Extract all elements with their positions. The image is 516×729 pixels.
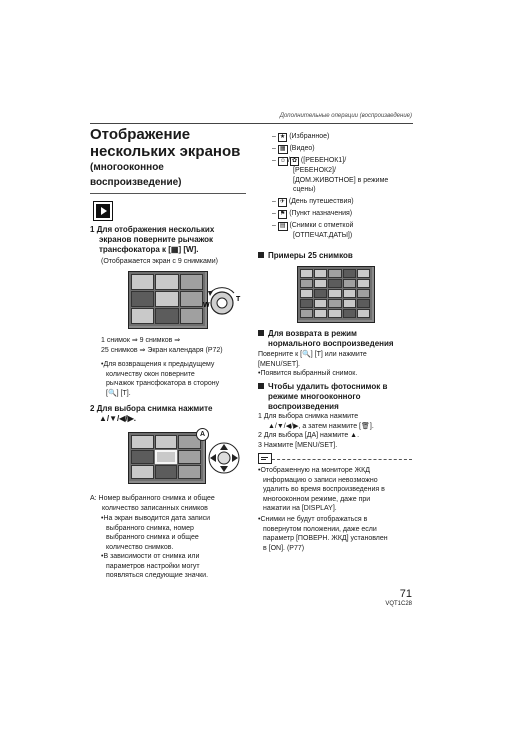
thumbnail: [357, 299, 370, 308]
step-1-line: [90, 225, 250, 235]
delete-step-1: 1 Для выбора снимка нажмите: [258, 413, 359, 420]
step-2-number: 2: [90, 404, 95, 413]
delete-step-2: 2 Для выбора [ДА] нажмите ▲.: [258, 432, 360, 439]
film-icon: ▦: [279, 146, 286, 152]
bullet-line-1: •Для возвращения к предыдущему: [101, 361, 215, 368]
callout-a: A: [196, 428, 209, 441]
thumbnail: [155, 274, 178, 290]
step-1-bullet: [101, 360, 251, 398]
thumbnail: [328, 279, 341, 288]
camera-lcd-illustration: [128, 271, 208, 329]
play-mode-icon: [94, 202, 112, 220]
thumbnail: [155, 435, 178, 449]
note-line: повернутом положении, даже если: [263, 525, 377, 533]
section-marker: [258, 383, 264, 389]
bullet-line: параметров настройки могут: [106, 562, 200, 570]
thumbnail: [131, 308, 154, 324]
star-icon: ★: [279, 134, 286, 140]
note-line: нажатии на [DISPLAY].: [263, 505, 337, 512]
thumbnail: [155, 291, 178, 307]
thumbnail: [343, 299, 356, 308]
bullet-line: количество снимков.: [106, 543, 174, 551]
section-marker: [258, 252, 264, 258]
subtitle-line-2: воспроизведение): [90, 177, 182, 188]
delete-title-3: воспроизведения: [268, 402, 339, 411]
lever-t-label: T: [236, 296, 241, 303]
icon-list-item: – ☺ ✿ ([РЕБЕНОК1]/: [272, 157, 347, 164]
note-icon: [258, 453, 272, 464]
page-number: 71: [399, 588, 412, 600]
thumbnail: [131, 291, 154, 307]
note-line: в [ON]. (P77): [263, 544, 305, 552]
icon-list-item: – ✈ (День путешествия): [272, 197, 354, 205]
destination-icon: ⚑: [279, 210, 286, 217]
baby-icon: ☺: [279, 158, 286, 164]
bullet-line: выбранного снимка, номер: [106, 524, 194, 532]
title-line-2: нескольких экранов: [90, 143, 241, 160]
camera-lcd-step2: [128, 432, 206, 484]
bullet-line: выбранного снимка и общее: [106, 534, 199, 541]
note-line: •Отображенную на мониторе ЖКД: [258, 467, 370, 474]
icon-list-item: – ★ (Избранное): [272, 133, 330, 140]
step-1-number: 1: [90, 225, 95, 234]
delete-section-heading: [258, 382, 418, 412]
note-line: многооконном режиме, даже при: [263, 495, 371, 503]
thumbnail: [131, 435, 154, 449]
thumbnail: [300, 289, 313, 298]
bullet-line: появляться следующие значки.: [106, 572, 209, 579]
thumbnail: [314, 269, 327, 278]
delete-step-3: 3 Нажмите [MENU/SET].: [258, 441, 338, 449]
icon-list-item: – ▤ (Снимки с отметкой: [272, 221, 354, 229]
thumbnail: [131, 274, 154, 290]
step-2-text-2: ▲/▼/◀/▶.: [99, 414, 137, 423]
progression-line-1: 1 снимок ⇒ 9 снимков ⇒: [101, 337, 181, 344]
bullet-line-3: рычажок трансфокатора в сторону: [106, 380, 220, 387]
step-1-heading: [90, 225, 250, 255]
progression-line-2: 25 снимков ⇒ Экран календаря (P72): [101, 346, 223, 354]
date-stamp-icon: ▤: [279, 222, 286, 229]
bullet-line: •На экран выводится дата записи: [101, 515, 211, 522]
title-rule: [90, 193, 246, 194]
note-divider: [272, 459, 412, 460]
return-title-1: Для возврата в режим: [258, 329, 418, 339]
bullet-line-2: количеству окон поверните: [106, 370, 195, 378]
thumbnail: [328, 309, 341, 318]
icon-list: [272, 132, 417, 240]
step-2-heading: [90, 404, 250, 424]
thumbnail: [314, 299, 327, 308]
icon-label-cont: [ДОМ.ЖИВОТНОЕ] в режиме: [293, 176, 389, 184]
note-line: удалить во время воспроизведения в: [263, 486, 385, 493]
thumbnail: [343, 309, 356, 318]
thumbnail: [328, 269, 341, 278]
callout-a-note: [90, 494, 250, 513]
return-title-2: нормального воспроизведения: [268, 339, 394, 348]
a-note-line-1: A: Номер выбранного снимка и общее: [90, 495, 215, 502]
page-code: VQT1C28: [385, 601, 412, 607]
thumbnail: [314, 279, 327, 288]
return-section-heading: [258, 329, 418, 349]
icon-list-item: – ⚑ (Пункт назначения): [272, 209, 353, 217]
zoom-lever-icon: [200, 285, 244, 321]
examples-title: Примеры 25 снимков: [268, 251, 353, 260]
step-1-text-2: экранов поверните рычажок: [99, 235, 213, 244]
title-line-1: Отображение: [90, 126, 191, 143]
bullet-line-4: [🔍] [T].: [106, 389, 131, 397]
thumbnail: [357, 279, 370, 288]
examples-heading: [258, 251, 353, 261]
thumbnail: [343, 279, 356, 288]
section-marker: [258, 330, 264, 336]
thumbnail: [300, 279, 313, 288]
icon-label-cont: сцены): [293, 186, 316, 193]
thumbnail: [178, 450, 201, 464]
step-1-text-1: Для отображения нескольких: [96, 225, 215, 234]
return-line-1: Поверните к [🔍] [T] или нажмите: [258, 351, 367, 358]
thumbnail: [300, 309, 313, 318]
selected-thumbnail: [155, 450, 178, 464]
note-1: [258, 466, 418, 514]
thumbnail: [178, 465, 201, 479]
return-line-3: •Появится выбранный снимок.: [258, 370, 358, 377]
icon-label: ([РЕБЕНОК1]/: [300, 157, 347, 164]
icon-label: (Пункт назначения): [289, 209, 353, 217]
thumbnail: [155, 308, 178, 324]
lever-w-label: W: [203, 302, 210, 309]
thumbnail: [343, 269, 356, 278]
bullet-line: •В зависимости от снимка или: [101, 553, 200, 560]
icon-list-item: – ▦ (Видео): [272, 145, 315, 152]
icon-label: (Видео): [289, 145, 315, 152]
a-note-line-2: количество записанных снимков: [102, 504, 208, 512]
note-line: информацию о записи невозможно: [263, 476, 378, 484]
delete-title-2: режиме многооконного: [268, 392, 361, 401]
example-25-illustration: [297, 266, 375, 323]
icon-label: (Избранное): [289, 133, 330, 140]
step-2-text-1: Для выбора снимка нажмите: [96, 404, 213, 413]
thumbnail: [357, 269, 370, 278]
icon-label-cont: [ОТПЕЧАТ.ДАТЫ]): [293, 231, 353, 239]
thumbnail: [155, 465, 178, 479]
nine-thumbnail-grid-2: [129, 433, 203, 481]
page-title: [90, 126, 240, 160]
note-2: [258, 515, 418, 553]
thumbnail: [314, 289, 327, 298]
running-header: Дополнительные операции (воспроизведение): [279, 113, 412, 119]
delete-steps: [258, 412, 418, 450]
step-2-bullet-2: [101, 552, 251, 581]
note-line: •Снимки не будут отображаться в: [258, 516, 368, 523]
nine-thumbnail-grid: [129, 272, 205, 326]
pet-icon: ✿: [291, 158, 297, 164]
thumbnail: [357, 309, 370, 318]
travel-date-icon: ✈: [279, 198, 285, 205]
thumbnail: [328, 299, 341, 308]
thumbnail: [343, 289, 356, 298]
step-2-bullet-1: [101, 514, 251, 552]
cursor-buttons-icon: [206, 440, 242, 476]
icon-label: (День путешествия): [288, 197, 354, 205]
subtitle-line-1: (многооконное: [90, 162, 164, 173]
step-2-line: [90, 404, 250, 414]
thumbnail: [328, 289, 341, 298]
icon-label-cont: [РЕБЕНОК2]/: [293, 167, 336, 174]
step-1-progression: [101, 336, 223, 355]
header-rule: [90, 123, 413, 124]
page-subtitle: [90, 160, 240, 190]
note-line: параметр [ПОВЕРН. ЖКД] установлен: [263, 535, 388, 542]
icon-label: (Снимки с отметкой: [289, 221, 354, 229]
twenty-five-thumbnail-grid: [298, 267, 372, 320]
thumbnail: [357, 289, 370, 298]
thumbnail: [131, 465, 154, 479]
step-1-text-3: трансфокатора к [▦] [W].: [99, 245, 199, 254]
delete-title-1: Чтобы удалить фотоснимок в: [258, 382, 418, 392]
thumbnail: [314, 309, 327, 318]
return-line-2: [MENU/SET].: [258, 360, 301, 368]
thumbnail: [300, 299, 313, 308]
thumbnail: [131, 450, 154, 464]
return-section-text: [258, 350, 418, 379]
thumbnail: [300, 269, 313, 278]
delete-step-1-cont: ▲/▼/◀/▶, а затем нажмите [🗑].: [268, 422, 374, 430]
step-1-note: (Отображается экран с 9 снимками): [101, 258, 218, 265]
